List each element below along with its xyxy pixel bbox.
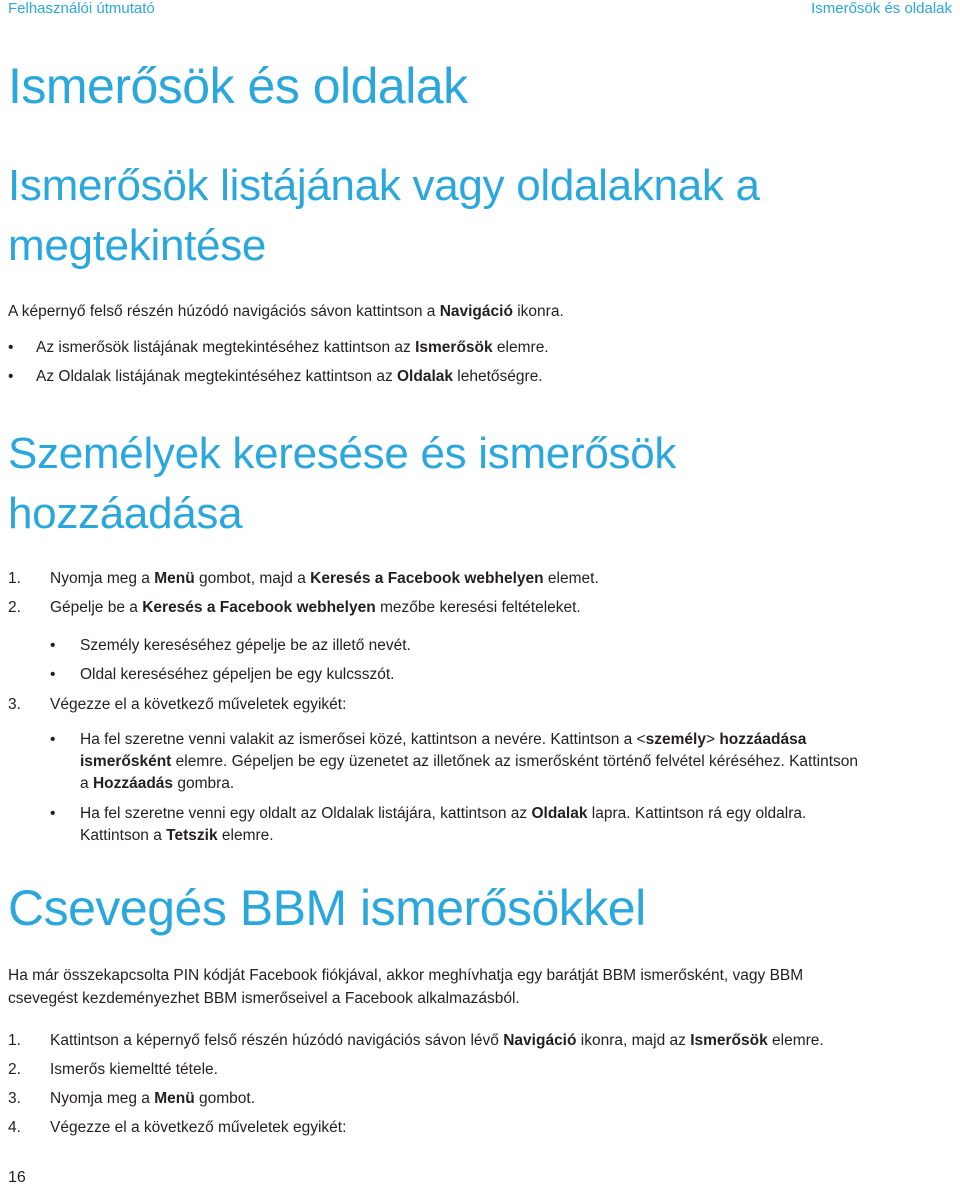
step-number: 3.	[8, 696, 21, 713]
section-heading-find-people-cont: hozzáadása	[8, 489, 243, 538]
list-item: Az Oldalak listájának megtekintéséhez kattintson az Oldalak lehetőségre.	[36, 368, 543, 385]
step-text: Végezze el a következő műveletek egyikét:	[50, 696, 347, 713]
bullet-icon: •	[50, 731, 56, 748]
step-text: Végezze el a következő műveletek egyikét:	[50, 1119, 347, 1136]
section-heading-view-lists: Ismerősök listájának vagy oldalaknak a	[8, 161, 760, 210]
step-number: 1.	[8, 570, 21, 587]
bullet-icon: •	[50, 637, 56, 654]
step-text: Gépelje be a Keresés a Facebook webhelyen mezőbe keresési feltételeket.	[50, 599, 581, 616]
step-number: 3.	[8, 1090, 21, 1107]
intro-paragraph: A képernyő felső részén húzódó navigációs sávon kattintson a Navigáció ikonra.	[8, 303, 564, 320]
bbm-intro-line1: Ha már összekapcsolta PIN kódját Facebook fiókjával, akkor meghívhatja egy barátját BBM ismerősként, vagy BBM	[8, 967, 804, 984]
bullet-icon: •	[50, 666, 56, 683]
bullet-icon: •	[8, 368, 14, 385]
list-item: Oldal kereséséhez gépeljen be egy kulcsszót.	[80, 666, 395, 683]
step-number: 2.	[8, 1061, 21, 1078]
step-text: Nyomja meg a Menü gombot.	[50, 1090, 256, 1107]
bbm-intro-line2: csevegést kezdeményezhet BBM ismerőseivel a Facebook alkalmazásból.	[8, 990, 520, 1007]
bullet-icon: •	[8, 339, 14, 356]
step-number: 4.	[8, 1119, 21, 1136]
list-item-cont: Kattintson a Tetszik elemre.	[80, 827, 274, 844]
step-number: 1.	[8, 1032, 21, 1049]
page-title: Ismerősök és oldalak	[8, 58, 468, 114]
list-item-cont: a Hozzáadás gombra.	[80, 775, 235, 792]
bullet-icon: •	[50, 805, 56, 822]
list-item: Ha fel szeretne venni egy oldalt az Oldalak listájára, kattintson az Oldalak lapra. Kattintson rá egy oldalra.	[80, 805, 807, 822]
step-text: Nyomja meg a Menü gombot, majd a Keresés a Facebook webhelyen elemet.	[50, 570, 599, 587]
step-number: 2.	[8, 599, 21, 616]
section-heading-bbm-chat: Csevegés BBM ismerősökkel	[8, 880, 646, 936]
page-number: 16	[8, 1169, 26, 1186]
step-text: Kattintson a képernyő felső részén húzódó navigációs sávon lévő Navigáció ikonra, majd az Ismerősök elemre.	[50, 1032, 824, 1049]
header-section-title: Ismerősök és oldalak	[811, 0, 952, 17]
list-item: Személy kereséséhez gépelje be az illető nevét.	[80, 637, 411, 654]
list-item: Ha fel szeretne venni valakit az ismerősei közé, kattintson a nevére. Kattintson a <személy> hozzáadása	[80, 731, 807, 748]
section-heading-find-people: Személyek keresése és ismerősök	[8, 429, 677, 478]
header-document-title: Felhasználói útmutató	[8, 0, 155, 17]
section-heading-view-lists-cont: megtekintése	[8, 221, 267, 270]
list-item-cont: ismerősként elemre. Gépeljen be egy üzenetet az illetőnek az ismerősként történő felvétel kéréséhez. Kattintson	[80, 753, 859, 770]
step-text: Ismerős kiemeltté tétele.	[50, 1061, 218, 1078]
list-item: Az ismerősök listájának megtekintéséhez kattintson az Ismerősök elemre.	[36, 339, 549, 356]
